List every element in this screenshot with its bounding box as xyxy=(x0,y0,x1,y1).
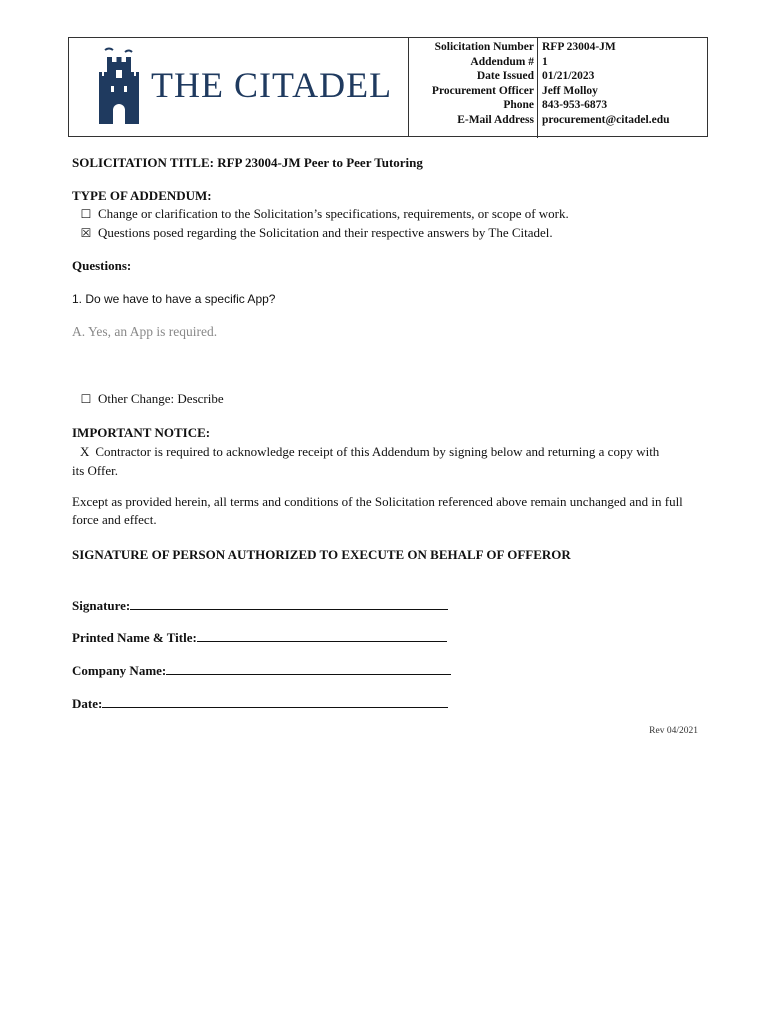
info-label: Procurement Officer xyxy=(431,84,534,97)
company-name-line[interactable] xyxy=(166,661,451,675)
printed-name-label: Printed Name & Title: xyxy=(72,630,197,645)
notice-line-2: its Offer. xyxy=(72,463,118,478)
info-labels-column xyxy=(409,38,538,138)
type-of-addendum-heading: TYPE OF ADDENDUM: xyxy=(72,188,212,203)
info-label: Phone xyxy=(503,99,534,112)
date-label: Date: xyxy=(72,696,103,711)
printed-name-line[interactable] xyxy=(197,628,447,642)
notice-line-1 xyxy=(80,443,659,461)
checkbox-unchecked-icon[interactable]: ☐ xyxy=(80,207,92,221)
notice-mark: X xyxy=(80,444,90,459)
procurement-officer-value: Jeff Molloy xyxy=(542,84,598,97)
logo-wordmark xyxy=(151,64,392,106)
option-questions-label: Questions posed regarding the Solicitation and their respective answers by The Citadel. xyxy=(98,225,553,240)
option-change-clarification xyxy=(78,205,569,223)
email-value[interactable]: procurement@citadel.edu xyxy=(542,113,670,126)
revision-label: Rev 04/2021 xyxy=(649,726,698,736)
signature-heading: SIGNATURE OF PERSON AUTHORIZED TO EXECUTE ON BEHALF OF OFFEROR xyxy=(72,547,571,562)
solicitation-number-value: RFP 23004-JM xyxy=(542,41,616,53)
option-other-label: Other Change: Describe xyxy=(98,391,224,406)
info-label: Date Issued xyxy=(476,70,534,83)
date-issued-value: 01/21/2023 xyxy=(542,70,595,83)
option-questions-answers xyxy=(78,224,553,242)
printed-name-field[interactable] xyxy=(72,628,447,647)
info-label: Solicitation Number xyxy=(434,41,534,53)
notice-text: Contractor is required to acknowledge receipt of this Addendum by signing below and returning a copy with xyxy=(95,444,660,459)
option-other-change xyxy=(78,390,224,408)
important-notice-heading: IMPORTANT NOTICE: xyxy=(72,425,211,440)
question-1: 1. Do we have to have a specific App? xyxy=(72,292,276,306)
signature-field[interactable] xyxy=(72,596,448,615)
logo-cell xyxy=(69,38,409,136)
citadel-tower-logo xyxy=(97,46,141,126)
info-values-column xyxy=(539,38,707,138)
date-line[interactable] xyxy=(102,694,448,708)
solicitation-title: SOLICITATION TITLE: RFP 23004-JM Peer to Peer Tutoring xyxy=(72,155,423,170)
checkbox-unchecked-icon[interactable]: ☐ xyxy=(80,392,92,406)
signature-label: Signature: xyxy=(72,598,131,613)
logo-text-the: THE xyxy=(151,65,224,105)
addendum-number-value: 1 xyxy=(542,55,548,68)
option-change-label: Change or clarification to the Solicitation’s specifications, requirements, or scope of work. xyxy=(98,206,569,221)
info-label: E-Mail Address xyxy=(457,113,534,126)
logo-text-citadel: CITADEL xyxy=(233,65,393,105)
info-label: Addendum # xyxy=(470,55,534,68)
company-name-field[interactable] xyxy=(72,661,451,680)
header-box xyxy=(68,37,708,137)
company-name-label: Company Name: xyxy=(72,663,167,678)
questions-heading: Questions: xyxy=(72,258,132,273)
phone-value: 843-953-6873 xyxy=(542,99,608,112)
signature-line[interactable] xyxy=(130,596,448,610)
except-paragraph: Except as provided herein, all terms and conditions of the Solicitation referenced above remain unchanged and in full force and effect. xyxy=(72,494,683,527)
date-field[interactable] xyxy=(72,694,448,713)
answer-1: A. Yes, an App is required. xyxy=(72,324,218,339)
checkbox-checked-icon[interactable]: ☒ xyxy=(80,226,92,240)
